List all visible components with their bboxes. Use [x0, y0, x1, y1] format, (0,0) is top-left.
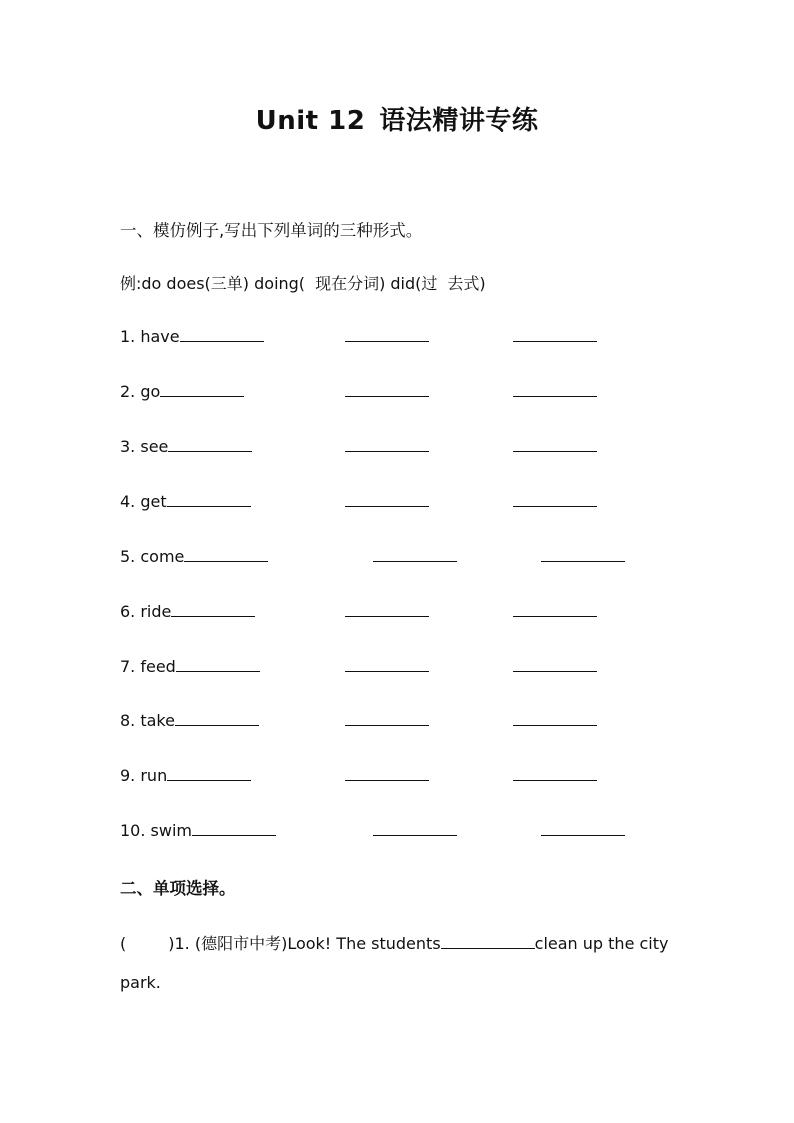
section-two-heading: 二、单项选择。: [120, 879, 236, 898]
question-text-b: clean up the city: [534, 934, 669, 953]
answer-blank[interactable]: [180, 327, 264, 342]
title-chinese: 语法精讲专练: [379, 106, 539, 136]
page-title: [0, 100, 794, 137]
answer-blank[interactable]: [513, 437, 597, 452]
word-label: 8. take: [120, 711, 175, 730]
exercise-row: [120, 602, 720, 624]
row-word-9: [120, 766, 251, 785]
answer-blank[interactable]: [167, 766, 251, 781]
question-text-a: )1. (德阳市中考)Look! The students: [168, 934, 441, 953]
answer-blank[interactable]: [345, 711, 429, 726]
word-label: 4. get: [120, 492, 167, 511]
answer-blank[interactable]: [167, 492, 251, 507]
exercise-row: [120, 382, 720, 404]
row-word-7: [120, 657, 260, 676]
answer-blank[interactable]: [541, 547, 625, 562]
question-blank[interactable]: [441, 934, 535, 949]
answer-blank[interactable]: [175, 711, 259, 726]
example-part-b: 现在分词) did(过: [315, 274, 438, 293]
word-label: 10. swim: [120, 821, 192, 840]
answer-paren-open: (: [120, 934, 127, 953]
example-part-a: 例:do does(三单) doing(: [120, 274, 306, 293]
row-word-5: [120, 547, 268, 566]
row-word-3: [120, 437, 252, 456]
answer-blank[interactable]: [513, 492, 597, 507]
row-word-4: [120, 492, 251, 511]
answer-blank[interactable]: [373, 547, 457, 562]
exercise-row: [120, 327, 720, 349]
answer-blank[interactable]: [541, 821, 625, 836]
title-unit: Unit 12: [255, 106, 366, 136]
answer-blank[interactable]: [176, 657, 260, 672]
answer-blank[interactable]: [345, 492, 429, 507]
exercise-row: [120, 657, 720, 679]
question-1-continuation: park.: [120, 973, 161, 992]
example-part-c: 去式): [447, 274, 486, 293]
answer-blank[interactable]: [168, 437, 252, 452]
answer-blank[interactable]: [192, 821, 276, 836]
example-line: [120, 271, 486, 294]
question-1: [120, 931, 668, 954]
exercise-row: [120, 547, 720, 569]
answer-blank[interactable]: [171, 602, 255, 617]
row-word-2: [120, 382, 244, 401]
section-one-heading: 一、模仿例子,写出下列单词的三种形式。: [120, 221, 423, 240]
exercise-row: [120, 492, 720, 514]
answer-blank[interactable]: [513, 602, 597, 617]
answer-blank[interactable]: [345, 657, 429, 672]
row-word-6: [120, 602, 255, 621]
exercise-row: [120, 821, 720, 843]
row-word-1: [120, 327, 264, 346]
answer-blank[interactable]: [184, 547, 268, 562]
exercise-row: [120, 711, 720, 733]
word-label: 5. come: [120, 547, 185, 566]
answer-blank[interactable]: [345, 382, 429, 397]
answer-blank[interactable]: [345, 437, 429, 452]
word-label: 6. ride: [120, 602, 172, 621]
word-label: 2. go: [120, 382, 161, 401]
answer-blank[interactable]: [160, 382, 244, 397]
answer-blank[interactable]: [513, 711, 597, 726]
word-label: 3. see: [120, 437, 169, 456]
answer-blank[interactable]: [373, 821, 457, 836]
word-label: 7. feed: [120, 657, 176, 676]
answer-blank[interactable]: [513, 327, 597, 342]
row-word-10: [120, 821, 276, 840]
answer-blank[interactable]: [513, 382, 597, 397]
word-label: 1. have: [120, 327, 180, 346]
row-word-8: [120, 711, 259, 730]
exercise-row: [120, 766, 720, 788]
answer-blank[interactable]: [345, 602, 429, 617]
answer-blank[interactable]: [345, 766, 429, 781]
answer-blank[interactable]: [513, 657, 597, 672]
answer-blank[interactable]: [345, 327, 429, 342]
exercise-row: [120, 437, 720, 459]
word-label: 9. run: [120, 766, 168, 785]
answer-blank[interactable]: [513, 766, 597, 781]
